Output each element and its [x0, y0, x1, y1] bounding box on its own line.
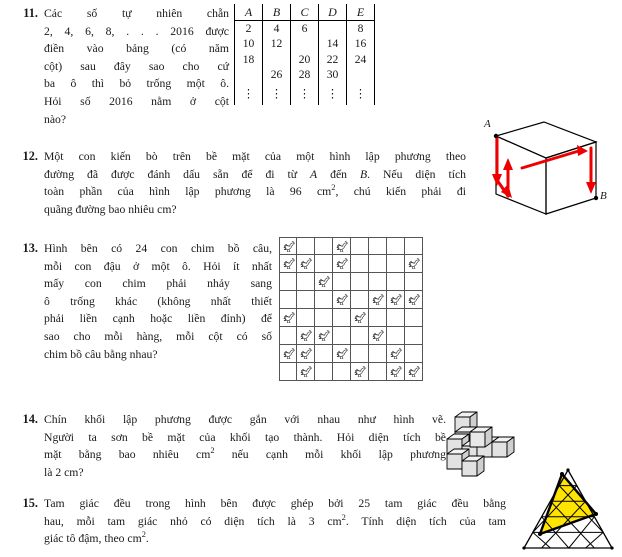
grid-cell	[333, 345, 351, 363]
table-cell: 24	[347, 52, 375, 68]
problem-11-line-1: Các số tự nhiên chẵn	[44, 7, 229, 20]
table-cell: 18	[235, 52, 263, 68]
grid-cell	[333, 237, 351, 255]
grid-cell	[315, 345, 333, 363]
problem-12	[8, 148, 468, 218]
problem-14-text	[44, 411, 446, 481]
grid-cell	[333, 309, 351, 327]
pigeon-icon	[298, 346, 313, 364]
pigeon-icon	[406, 292, 421, 310]
table-cell	[235, 67, 263, 83]
grid-cell	[387, 309, 405, 327]
cube-label-a: A	[484, 118, 491, 130]
problem-12-line-3: toàn phần của hình lập phương là 96 $cm^2$, chú kiến phải đi	[44, 182, 466, 199]
grid-cell	[279, 309, 297, 327]
problem-15-line-2: hau, mỗi tam giác nhỏ có diện tích là 3 $cm^2$. Tính diện tích của tam	[44, 511, 506, 528]
grid-cell	[405, 273, 423, 291]
problem-11-line-3: điền vào bảng (có năm	[44, 42, 229, 56]
problem-15-line-1: Tam giác đều trong hình bên được ghép bởi 25 tam giác đều bằng	[44, 497, 506, 510]
pigeon-icon	[298, 364, 313, 382]
grid-cell	[387, 255, 405, 273]
problem-12-line-2: đường đã được đánh dấu sẵn để đi từ A đến B. Nếu diện tích	[44, 167, 466, 181]
grid-cell	[369, 291, 387, 309]
table-cell: 12	[263, 36, 291, 52]
nine-cubes-svg	[443, 399, 521, 479]
problem-11-line-7: nào?	[44, 112, 67, 126]
problem-13-line-5: phải liền cạnh hoặc liền đỉnh) để	[44, 312, 272, 326]
grid-cell	[351, 291, 369, 309]
pigeon-icon	[334, 346, 349, 364]
problem-12-line-4: quãng đường bao nhiêu cm?	[44, 202, 177, 216]
grid-cell	[315, 327, 333, 345]
grid-cell	[297, 237, 315, 255]
grid-cell	[279, 327, 297, 345]
pigeon-icon	[298, 256, 313, 274]
pigeon-icon	[281, 256, 296, 274]
pigeon-icon	[316, 328, 331, 346]
grid-cell	[333, 273, 351, 291]
pigeon-icon	[370, 292, 385, 310]
grid-cell	[369, 345, 387, 363]
table-cell: 10	[235, 36, 263, 52]
table-cell: ⋮	[263, 83, 291, 105]
grid-cell	[369, 363, 387, 381]
problem-15-line-3: giác tô đậm, theo $cm^2$.	[44, 529, 149, 546]
grid-cell	[315, 363, 333, 381]
table-row-ellipsis	[235, 83, 375, 105]
problem-11-text	[44, 5, 229, 128]
problem-11-line-6: Hỏi số 2016 nằm ở cột	[44, 94, 229, 108]
problem-13-line-2: mỗi con đậu ở một ô. Hỏi ít nhất	[44, 259, 272, 273]
cube-label-b: B	[600, 190, 607, 202]
pigeon-icon	[388, 346, 403, 364]
table-cell	[263, 52, 291, 68]
cube-unit	[492, 437, 514, 457]
grid-cell	[369, 255, 387, 273]
grid-cell	[279, 363, 297, 381]
figure-cube-path	[478, 118, 618, 228]
table-cell	[291, 36, 319, 52]
cube-unit	[462, 456, 484, 476]
problem-12-text	[44, 148, 466, 218]
problem-13-line-6: sao cho mỗi hàng, mỗi cột có số	[44, 329, 272, 343]
grid-cell	[387, 291, 405, 309]
table-cell: ⋮	[319, 83, 347, 105]
table-header-cell: E	[347, 4, 375, 20]
grid-cell	[315, 291, 333, 309]
table-cell: 8	[347, 20, 375, 36]
grid-cell	[297, 273, 315, 291]
table-row	[235, 67, 375, 83]
problem-13-line-4: ô trống khác (không nhất thiết	[44, 294, 272, 308]
grid-cell	[387, 237, 405, 255]
table-row	[235, 20, 375, 36]
grid-cell	[387, 327, 405, 345]
table-even-numbers	[234, 4, 375, 105]
vertex-b-dot	[594, 196, 598, 200]
table-header-cell: A	[235, 4, 263, 20]
grid-cell	[297, 255, 315, 273]
problem-12-number: 12.	[22, 149, 38, 163]
problem-13-line-3: mấy con chim phải nhảy sang	[44, 277, 272, 291]
grid-cell	[405, 345, 423, 363]
pigeon-icon	[388, 292, 403, 310]
pigeon-icon	[406, 256, 421, 274]
grid-cell	[333, 291, 351, 309]
problem-11-line-2: 2, 4, 6, 8, . . . 2016 được	[44, 24, 229, 38]
table-cell: 26	[263, 67, 291, 83]
grid-cell	[351, 363, 369, 381]
grid-cell	[297, 345, 315, 363]
figure-nine-cubes	[443, 399, 521, 479]
grid-cell	[351, 255, 369, 273]
table-header-cell: B	[263, 4, 291, 20]
pigeon-icon	[352, 364, 367, 382]
table-cell: 30	[319, 67, 347, 83]
grid-cell	[333, 363, 351, 381]
grid-cell	[333, 255, 351, 273]
problem-14-line-1: Chín khối lập phương được gắn với nhau như hình vẽ.	[44, 413, 446, 426]
problem-13-text	[44, 240, 272, 363]
grid-cell	[351, 237, 369, 255]
table-header-row	[235, 4, 375, 20]
table-cell: 2	[235, 20, 263, 36]
grid-cell	[369, 309, 387, 327]
grid-cell	[297, 309, 315, 327]
problem-14-line-4: là 2 cm?	[44, 465, 84, 479]
grid-cell	[351, 273, 369, 291]
grid-cell	[333, 327, 351, 345]
table-cell: 28	[291, 67, 319, 83]
grid-cell	[297, 327, 315, 345]
grid-cell	[369, 237, 387, 255]
problem-15	[8, 495, 508, 548]
pigeon-icon	[388, 364, 403, 382]
grid-cell	[315, 237, 333, 255]
grid-cell	[351, 345, 369, 363]
grid-cell	[279, 345, 297, 363]
cube-unit	[470, 427, 492, 447]
table-cell: 6	[291, 20, 319, 36]
problem-12-line-1: Một con kiến bò trên bề mặt của một hình lập phương theo	[44, 150, 466, 163]
grid-cell	[315, 273, 333, 291]
problem-13-line-7: chim bồ câu bằng nhau?	[44, 347, 158, 361]
pigeon-icon	[281, 346, 296, 364]
grid-cell	[387, 273, 405, 291]
problem-11-line-5: ba ô thì bỏ trống một ô.	[44, 77, 229, 91]
grid-cell	[405, 309, 423, 327]
vertex-a-dot	[494, 134, 498, 138]
table-cell: 14	[319, 36, 347, 52]
grid-cell	[387, 363, 405, 381]
grid-cell	[351, 309, 369, 327]
table-cell: ⋮	[235, 83, 263, 105]
table-cell: ⋮	[347, 83, 375, 105]
problem-14	[8, 411, 448, 481]
grid-cell	[405, 363, 423, 381]
problem-13-number: 13.	[22, 241, 38, 255]
problem-14-line-2: Người ta sơn bề mặt của khối tạo thành. Hỏi diện tích bề	[44, 430, 446, 444]
table-cell	[319, 20, 347, 36]
grid-cell	[279, 237, 297, 255]
grid-cell	[405, 255, 423, 273]
grid-cell	[405, 237, 423, 255]
shaded-triangle-svg	[518, 466, 618, 554]
grid-cell	[369, 327, 387, 345]
pigeon-icon	[352, 310, 367, 328]
problem-11-line-4: cột) sau đây sao cho cứ	[44, 59, 229, 73]
problem-11-number: 11.	[23, 6, 38, 20]
table-row	[235, 52, 375, 68]
problem-14-line-3: mặt bằng bao nhiêu $cm^2$ nếu cạnh mỗi khối lập phương	[44, 445, 446, 462]
grid-cell	[279, 291, 297, 309]
grid-cell	[405, 291, 423, 309]
figure-shaded-triangle	[518, 466, 618, 554]
grid-cell	[297, 291, 315, 309]
table-cell	[347, 67, 375, 83]
grid-cell	[351, 327, 369, 345]
grid-cell	[387, 345, 405, 363]
problem-11	[8, 5, 230, 128]
table-header-cell: D	[319, 4, 347, 20]
pigeon-icon	[298, 328, 313, 346]
cube-left-face	[496, 136, 546, 214]
problem-14-number: 14.	[22, 412, 38, 426]
problem-13	[8, 240, 273, 363]
table-cell: ⋮	[291, 83, 319, 105]
grid-cell	[315, 309, 333, 327]
figure-pigeon-grid	[279, 237, 423, 381]
table-cell: 22	[319, 52, 347, 68]
pigeon-icon	[370, 328, 385, 346]
table-row	[235, 36, 375, 52]
grid-cell	[297, 363, 315, 381]
grid-cell	[315, 255, 333, 273]
pigeon-icon	[406, 364, 421, 382]
table-header-cell: C	[291, 4, 319, 20]
cube-path-svg	[478, 118, 618, 228]
pigeon-icon	[334, 292, 349, 310]
problem-15-number: 15.	[22, 496, 38, 510]
table-cell: 4	[263, 20, 291, 36]
pigeon-icon	[281, 310, 296, 328]
problem-13-line-1: Hình bên có 24 con chim bồ câu,	[44, 242, 272, 255]
grid-cell	[405, 327, 423, 345]
pigeon-icon	[334, 256, 349, 274]
table-cell: 20	[291, 52, 319, 68]
grid-cell	[369, 273, 387, 291]
problem-15-text	[44, 495, 506, 548]
grid-cell	[279, 273, 297, 291]
table-cell: 16	[347, 36, 375, 52]
pigeon-icon	[316, 274, 331, 292]
grid-cell	[279, 255, 297, 273]
